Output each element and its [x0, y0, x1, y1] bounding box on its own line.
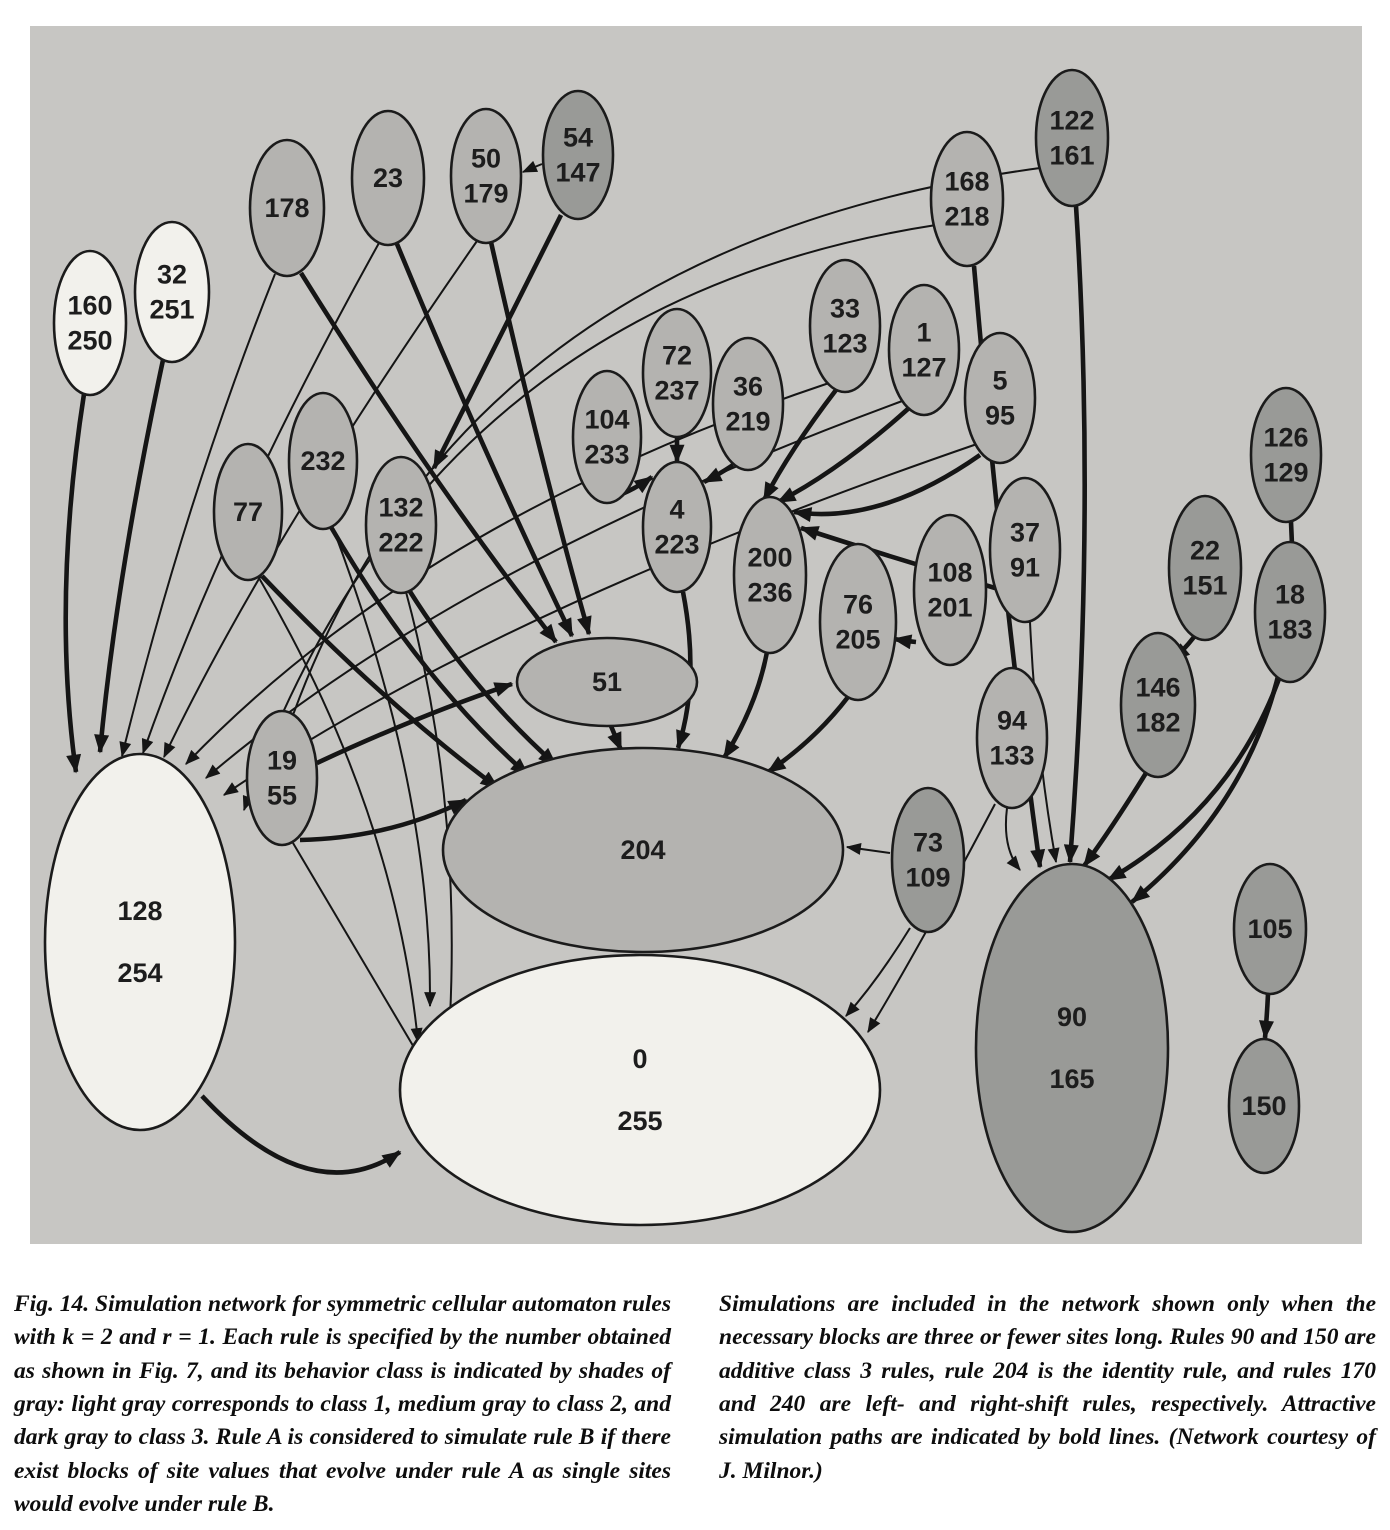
- node-label-72-237: 72 237: [654, 340, 700, 406]
- node-168-218: [931, 132, 1003, 266]
- node-54-147: [543, 91, 613, 219]
- node-label-4-223: 4 223: [654, 494, 700, 560]
- node-label-104-233: 104 233: [584, 404, 630, 470]
- node-108-201: [914, 515, 986, 665]
- node-label-51: 51: [591, 667, 623, 697]
- node-160-250: [54, 251, 126, 395]
- node-label-76-205: 76 205: [835, 589, 881, 655]
- caption-left-column: Fig. 14. Simulation network for symmetric cellular automaton rules with k = 2 and r = 1. Each rule is specified by the number obtained as shown in Fig. 7, and its behavior class is indicated by shades of gray: light gray corresponds to class 1, medium gray to class 2, and dark gray to class 3. Rule A is considered to simulate rule B if there exist blocks of site values that evolve under rule A as single sites would evolve under rule B.: [14, 1291, 671, 1518]
- node-label-18-183: 18 183: [1267, 579, 1313, 645]
- figure-caption: [0, 1288, 1390, 1522]
- node-label-108-201: 108 201: [927, 557, 973, 623]
- node-label-126-129: 126 129: [1263, 422, 1309, 488]
- node-72-237: [643, 309, 711, 437]
- node-label-19-55: 19 55: [266, 745, 298, 811]
- node-label-94-133: 94 133: [989, 705, 1035, 771]
- node-label-90-165: 90 165: [1049, 1002, 1095, 1094]
- node-76-205: [820, 544, 896, 700]
- node-18-183: [1255, 542, 1325, 682]
- node-label-23: 23: [372, 163, 404, 193]
- node-label-232: 232: [300, 446, 346, 476]
- node-132-222: [366, 457, 436, 593]
- node-146-182: [1121, 633, 1195, 777]
- node-label-168-218: 168 218: [944, 166, 990, 232]
- node-label-37-91: 37 91: [1009, 517, 1041, 583]
- node-label-73-109: 73 109: [905, 827, 951, 893]
- node-label-128-254: 128 254: [117, 896, 163, 988]
- node-122-161: [1036, 70, 1108, 206]
- node-90-165: [976, 864, 1168, 1232]
- node-50-179: [451, 109, 521, 243]
- node-200-236: [734, 497, 806, 653]
- node-label-5-95: 5 95: [984, 365, 1016, 431]
- node-label-105: 105: [1247, 914, 1293, 944]
- node-label-150: 150: [1241, 1091, 1287, 1121]
- node-73-109: [892, 788, 964, 932]
- node-128-254: [45, 754, 235, 1130]
- node-label-132-222: 132 222: [378, 492, 424, 558]
- node-33-123: [810, 260, 880, 392]
- node-label-160-250: 160 250: [67, 290, 113, 356]
- node-1-127: [889, 285, 959, 415]
- node-label-54-147: 54 147: [555, 122, 601, 188]
- edge-105-to-150: [1265, 994, 1268, 1038]
- node-label-200-236: 200 236: [747, 542, 793, 608]
- node-0-255: [400, 955, 880, 1225]
- node-label-36-219: 36 219: [725, 371, 771, 437]
- node-label-146-182: 146 182: [1135, 672, 1181, 738]
- node-126-129: [1251, 388, 1321, 522]
- node-37-91: [990, 478, 1060, 622]
- node-19-55: [247, 711, 317, 845]
- node-94-133: [977, 668, 1047, 808]
- caption-right-column: Simulations are included in the network shown only when the necessary blocks are three or fewer sites long. Rules 90 and 150 are additive class 3 rules, rule 204 is the identity rule, and rules 170 and 240 are left- and right-shift rules, respectively. Attractive simulation paths are indicated by bold lines. (Network courtesy of J. Milnor.): [719, 1291, 1376, 1484]
- node-label-178: 178: [264, 193, 310, 223]
- node-5-95: [965, 333, 1035, 463]
- node-label-32-251: 32 251: [149, 259, 195, 325]
- node-label-50-179: 50 179: [463, 143, 509, 209]
- node-22-151: [1169, 496, 1241, 640]
- edge-108-201-to-76-205: [894, 639, 916, 642]
- node-label-204: 204: [620, 835, 666, 865]
- node-104-233: [573, 371, 641, 503]
- node-36-219: [713, 338, 783, 470]
- node-label-122-161: 122 161: [1049, 105, 1095, 171]
- node-32-251: [135, 222, 209, 362]
- node-4-223: [643, 462, 711, 592]
- node-label-77: 77: [232, 497, 264, 527]
- node-label-0-255: 0 255: [617, 1044, 663, 1136]
- node-label-22-151: 22 151: [1182, 535, 1228, 601]
- node-label-33-123: 33 123: [822, 293, 868, 359]
- node-label-1-127: 1 127: [901, 317, 947, 383]
